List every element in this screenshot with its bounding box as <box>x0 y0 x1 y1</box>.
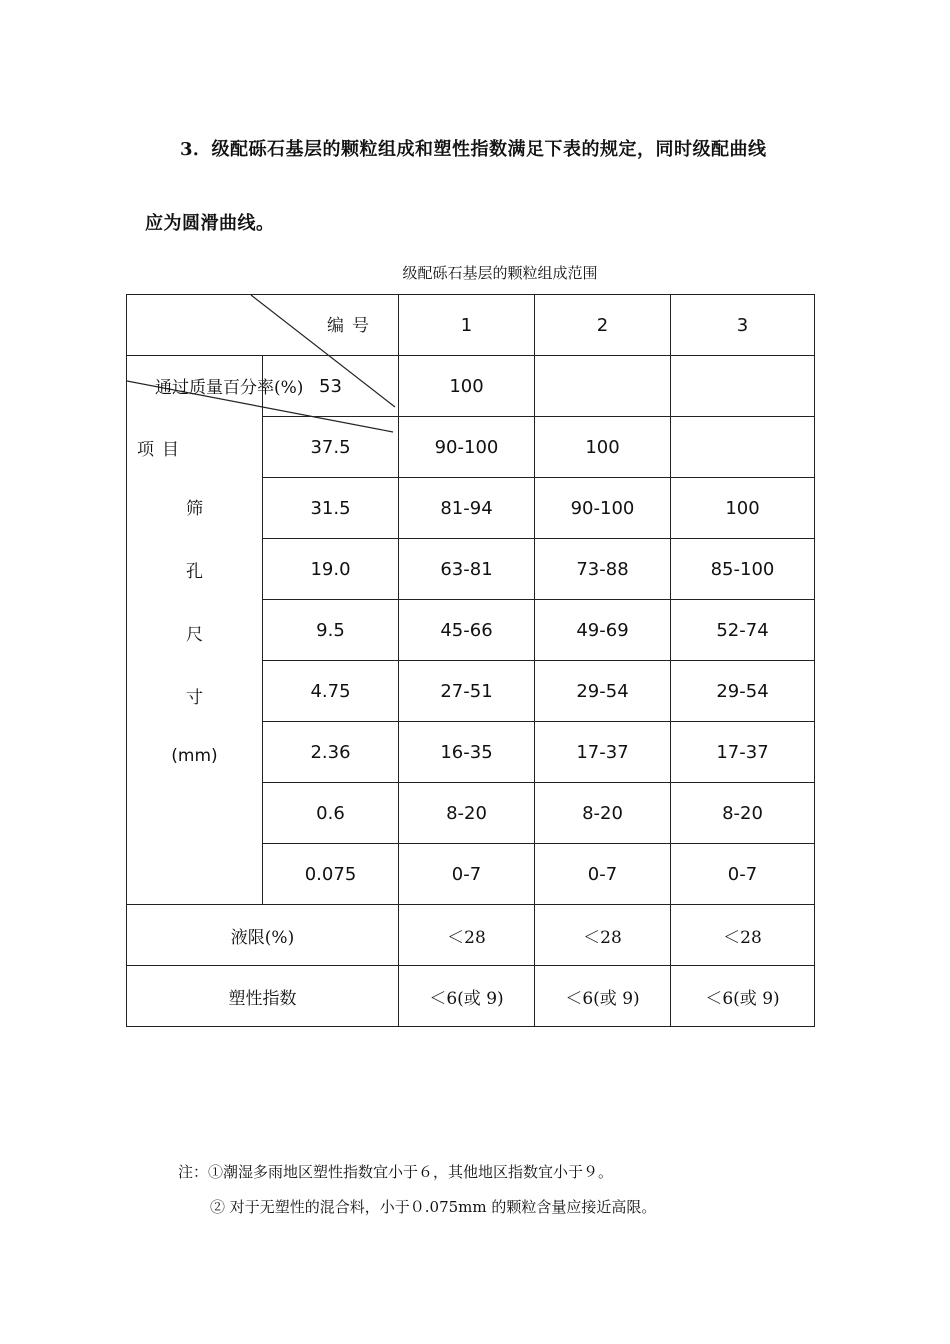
value-cell: 73-88 <box>535 539 671 600</box>
liquid-limit-row <box>127 905 815 966</box>
value-cell: 63-81 <box>399 539 535 600</box>
value-cell: 17-37 <box>535 722 671 783</box>
value-cell: 8-20 <box>671 783 815 844</box>
plasticity-index-label: 塑性指数 <box>127 966 399 1027</box>
value-cell: 49-69 <box>535 600 671 661</box>
value-cell: ＜28 <box>671 905 815 966</box>
sieve-size-cell: 19.0 <box>263 539 399 600</box>
value-cell <box>535 356 671 417</box>
sieve-size-cell: 9.5 <box>263 600 399 661</box>
liquid-limit-label: 液限(%) <box>127 905 399 966</box>
sieve-size-cell: 31.5 <box>263 478 399 539</box>
value-cell: 81-94 <box>399 478 535 539</box>
sieve-size-cell: 37.5 <box>263 417 399 478</box>
table-note-1: 注：①潮湿多雨地区塑性指数宜小于６，其他地区指数宜小于９。 <box>178 1163 614 1181</box>
value-cell: 0-7 <box>671 844 815 905</box>
column-header-2: 2 <box>535 295 671 356</box>
sieve-size-cell: 0.6 <box>263 783 399 844</box>
value-cell: ＜6(或 9) <box>535 966 671 1027</box>
corner-label-pass-rate: 通过质量百分率(%) <box>155 378 304 398</box>
sieve-size-cell: 53 <box>263 356 399 417</box>
table-caption: 级配砾石基层的颗粒组成范围 <box>402 264 598 282</box>
value-cell: ＜6(或 9) <box>399 966 535 1027</box>
value-cell: 100 <box>399 356 535 417</box>
table-note-2: ② 对于无塑性的混合料，小于０.075mm 的颗粒含量应接近高限。 <box>210 1198 657 1216</box>
value-cell: 16-35 <box>399 722 535 783</box>
value-cell: ＜28 <box>535 905 671 966</box>
value-cell: 8-20 <box>399 783 535 844</box>
plasticity-index-row <box>127 966 815 1027</box>
gradation-table <box>126 294 815 1027</box>
value-cell: 0-7 <box>399 844 535 905</box>
value-cell: ＜6(或 9) <box>671 966 815 1027</box>
sieve-label-char: 寸 <box>186 688 203 708</box>
column-header-1: 1 <box>399 295 535 356</box>
value-cell: 29-54 <box>671 661 815 722</box>
sieve-label-unit: (mm) <box>171 746 218 766</box>
value-cell: 8-20 <box>535 783 671 844</box>
sieve-label-char: 筛 <box>186 499 203 519</box>
value-cell <box>671 356 815 417</box>
sieve-size-cell: 2.36 <box>263 722 399 783</box>
value-cell: 100 <box>671 478 815 539</box>
value-cell: 90-100 <box>535 478 671 539</box>
sieve-size-cell: 0.075 <box>263 844 399 905</box>
value-cell <box>671 417 815 478</box>
corner-label-item: 项目 <box>137 440 187 460</box>
value-cell: 45-66 <box>399 600 535 661</box>
column-header-3: 3 <box>671 295 815 356</box>
sieve-label-char: 尺 <box>186 625 203 645</box>
value-cell: 100 <box>535 417 671 478</box>
value-cell: 90-100 <box>399 417 535 478</box>
paragraph-line-2: 应为圆滑曲线。 <box>145 213 275 234</box>
value-cell: 17-37 <box>671 722 815 783</box>
value-cell: 0-7 <box>535 844 671 905</box>
sieve-size-cell: 4.75 <box>263 661 399 722</box>
table-header-row <box>127 295 815 356</box>
value-cell: 29-54 <box>535 661 671 722</box>
sieve-label-char: 孔 <box>186 562 203 582</box>
value-cell: 52-74 <box>671 600 815 661</box>
value-cell: 85-100 <box>671 539 815 600</box>
paragraph-line-1: 3．级配砾石基层的颗粒组成和塑性指数满足下表的规定，同时级配曲线 <box>180 139 767 160</box>
corner-label-number: 编号 <box>327 316 377 336</box>
value-cell: 27-51 <box>399 661 535 722</box>
value-cell: ＜28 <box>399 905 535 966</box>
